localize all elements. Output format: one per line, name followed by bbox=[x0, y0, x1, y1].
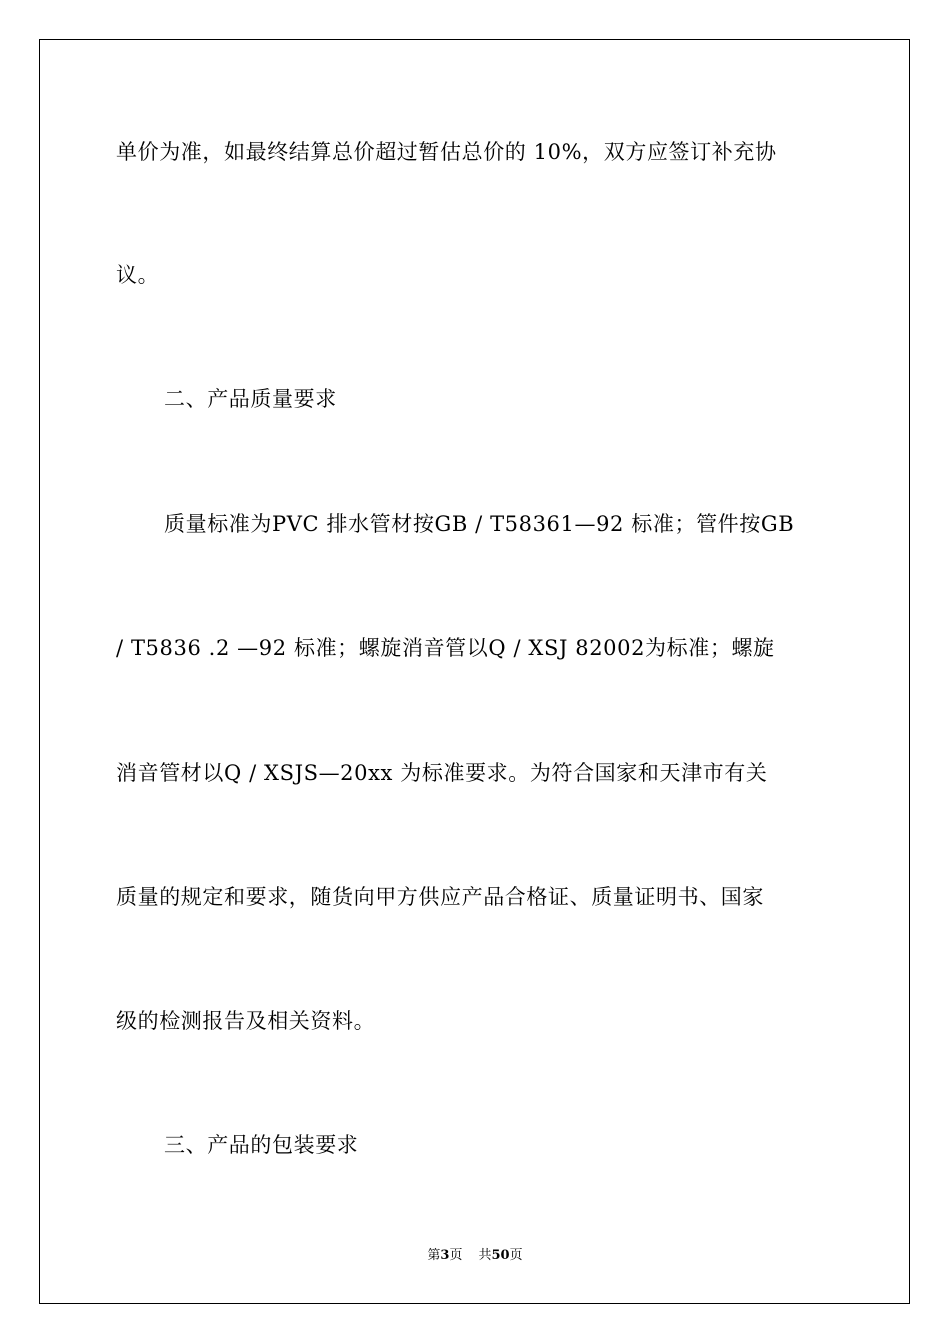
page-total-suffix: 页 bbox=[509, 1248, 523, 1263]
page-number-prefix: 第 bbox=[427, 1248, 441, 1263]
section-heading-packaging: 三、产品的包装要求 bbox=[164, 1133, 359, 1157]
page-number-total: 50 bbox=[491, 1248, 510, 1263]
body-text-line: 议。 bbox=[116, 263, 160, 287]
body-text-line: 单价为准，如最终结算总价超过暂估总价的 10%，双方应签订补充协 bbox=[116, 140, 777, 164]
body-text-line: 质量的规定和要求，随货向甲方供应产品合格证、质量证明书、国家 bbox=[116, 885, 764, 909]
page-number-current: 3 bbox=[440, 1248, 450, 1263]
page-border bbox=[39, 39, 910, 1304]
body-text-line: 质量标准为PVC 排水管材按GB / T58361—92 标准；管件按GB bbox=[164, 512, 795, 536]
body-text-line: 消音管材以Q / XSJS—20xx 为标准要求。为符合国家和天津市有关 bbox=[116, 761, 768, 785]
page-footer bbox=[0, 1247, 950, 1265]
page-total-prefix: 共 bbox=[478, 1248, 492, 1263]
body-text-line: 级的检测报告及相关资料。 bbox=[116, 1009, 376, 1033]
page-number-suffix: 页 bbox=[449, 1248, 463, 1263]
body-text-line: / T5836 .2 —92 标准；螺旋消音管以Q / XSJ 82002为标准；螺旋 bbox=[116, 636, 775, 660]
section-heading-quality: 二、产品质量要求 bbox=[164, 387, 337, 411]
